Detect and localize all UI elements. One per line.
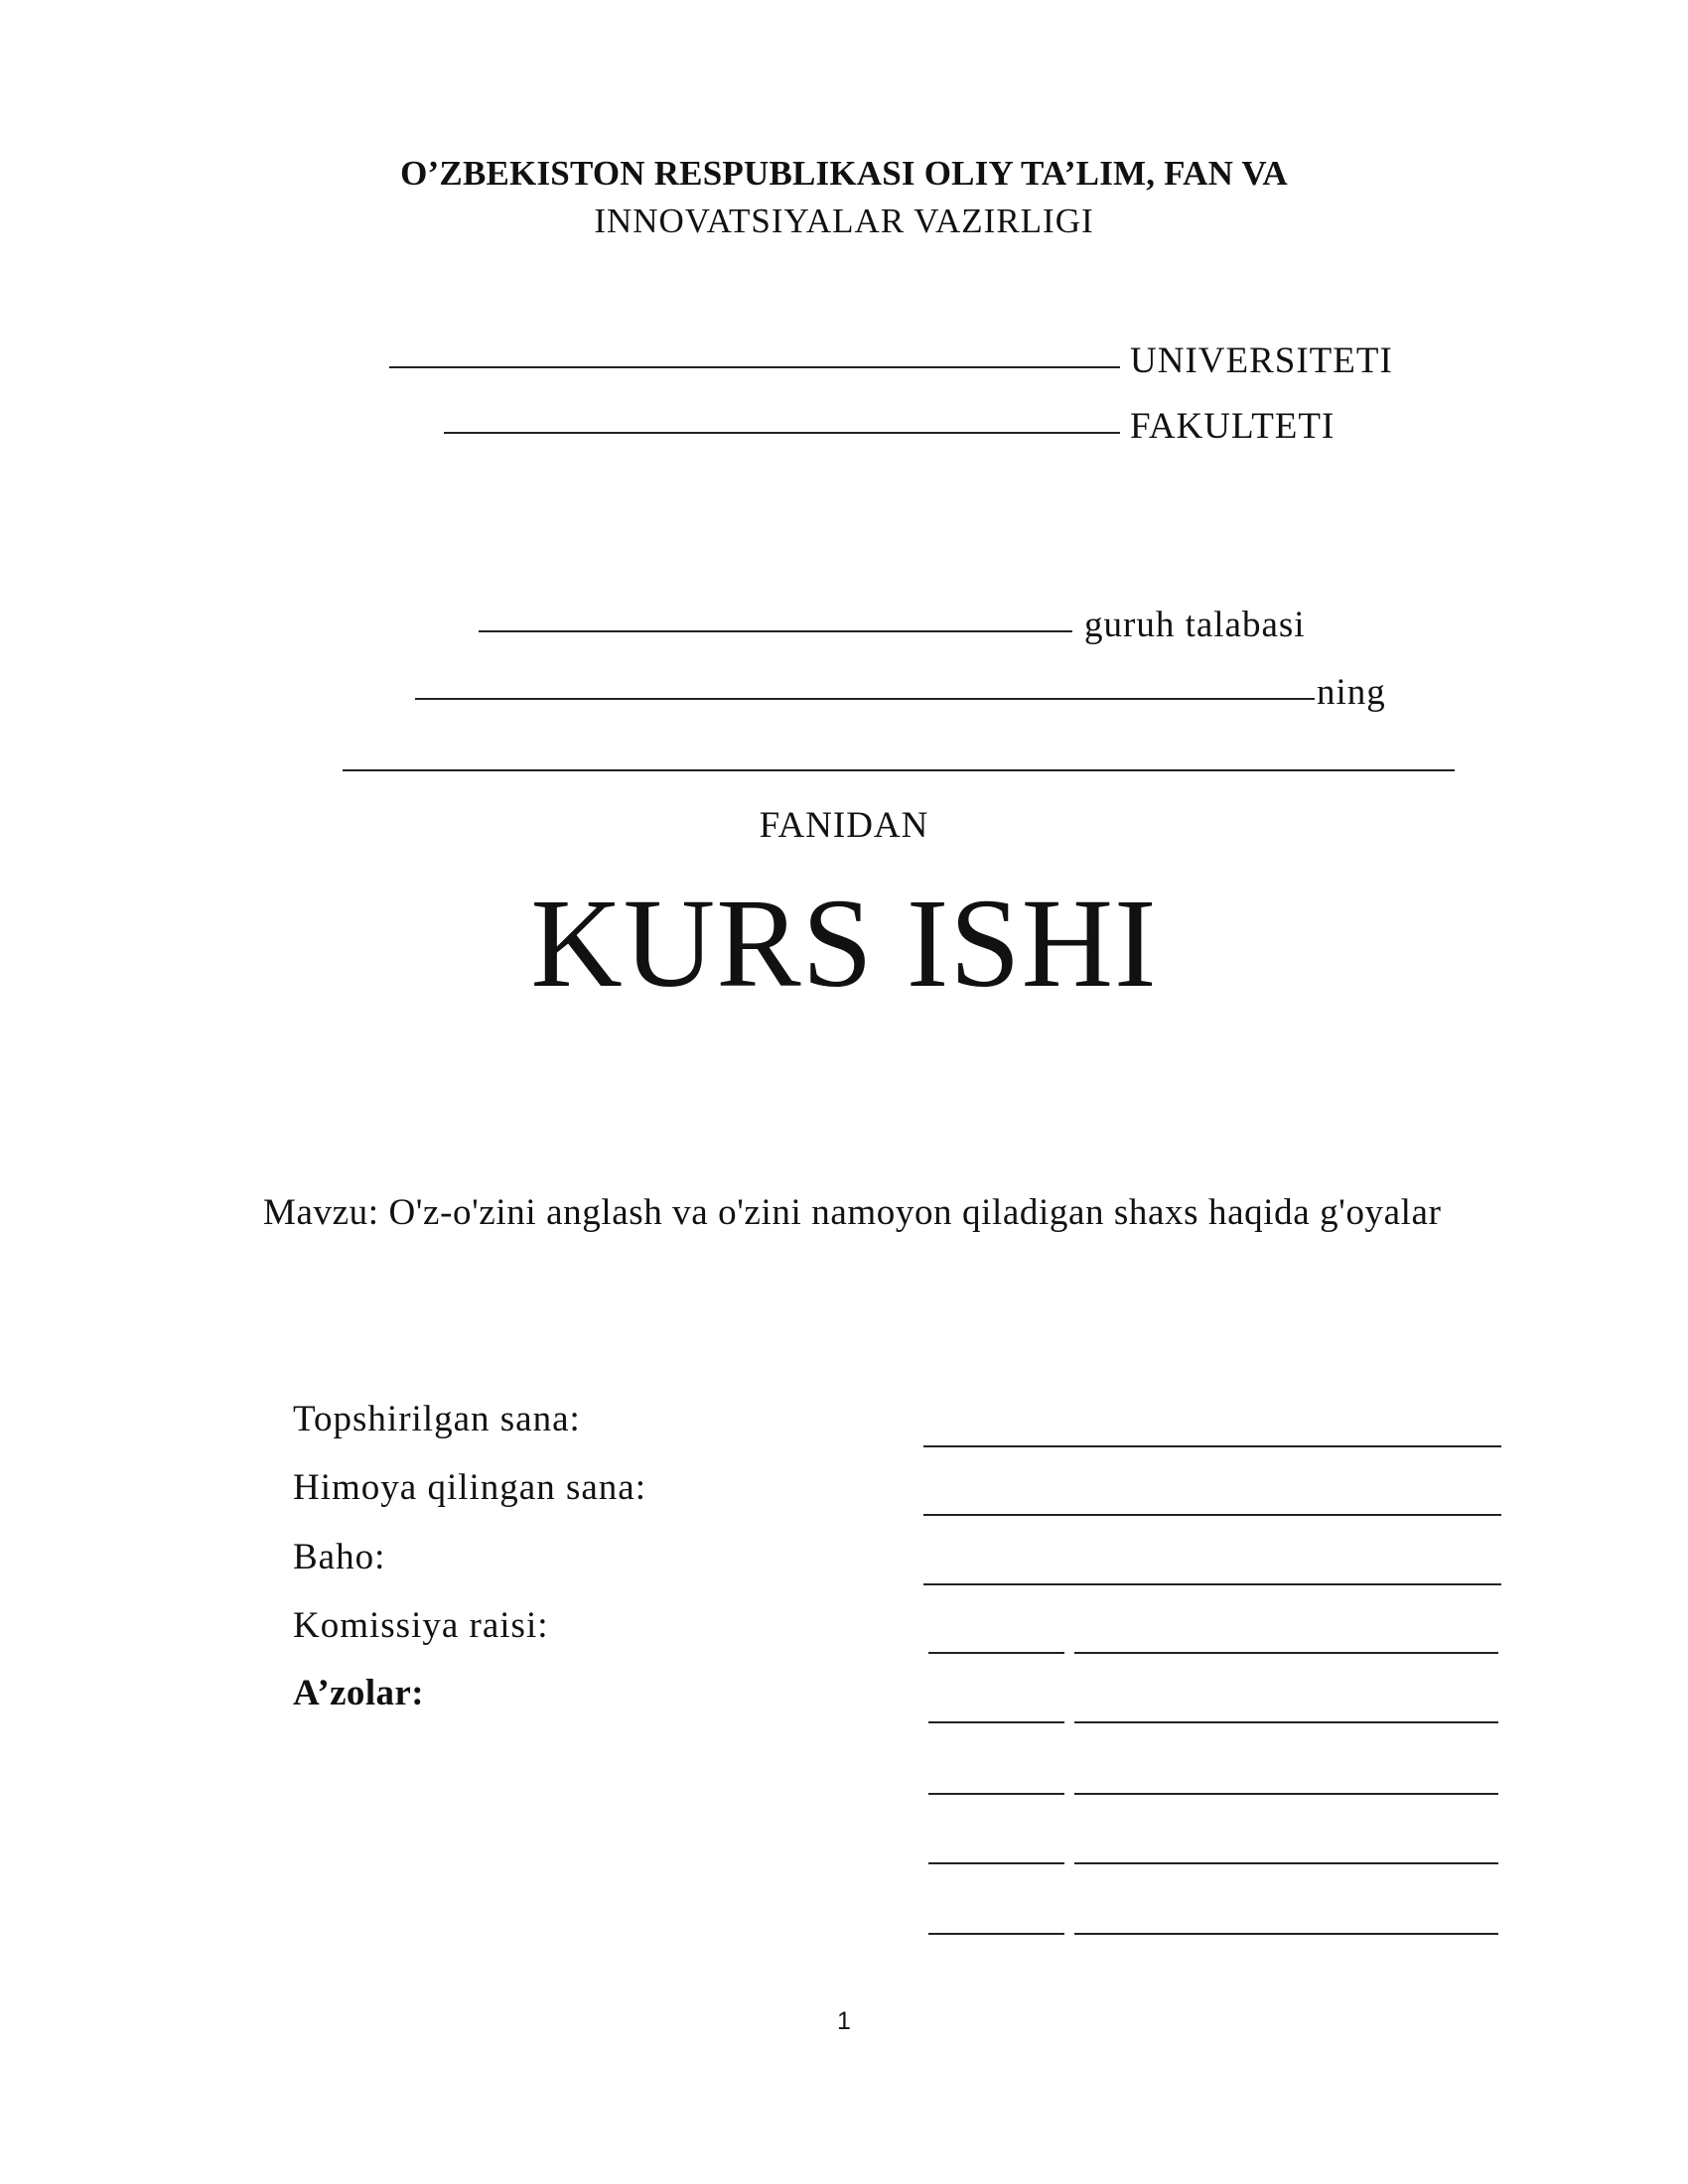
grade-label: Baho:	[293, 1537, 386, 1577]
group-label: guruh talabasi	[1084, 605, 1306, 645]
member-3-signature-blank	[928, 1862, 1064, 1864]
commission-chair-signature-blank	[928, 1652, 1064, 1654]
member-1-signature-blank	[928, 1721, 1064, 1723]
student-name-suffix: ning	[1317, 672, 1386, 713]
member-4-signature-blank	[928, 1933, 1064, 1935]
university-name-blank	[389, 366, 1120, 368]
commission-chair-name-blank	[1074, 1652, 1498, 1654]
student-name-row	[415, 671, 1386, 714]
member-2-name-blank	[1074, 1793, 1498, 1795]
commission-chair-label: Komissiya raisi:	[293, 1605, 549, 1646]
document-title: KURS ISHI	[530, 873, 1158, 1014]
faculty-name-blank	[444, 432, 1120, 434]
student-name-blank	[415, 698, 1315, 700]
group-blank	[479, 630, 1072, 632]
defended-date-blank	[923, 1514, 1501, 1516]
subject-label: FANIDAN	[759, 805, 929, 846]
faculty-row	[444, 405, 1335, 448]
members-label: A’zolar:	[293, 1673, 424, 1713]
member-4-name-blank	[1074, 1933, 1498, 1935]
ministry-title-line2: INNOVATSIYALAR VAZIRLIGI	[594, 202, 1094, 240]
page-number: 1	[837, 2007, 851, 2035]
defended-date-label: Himoya qilingan sana:	[293, 1467, 646, 1508]
submitted-date-blank	[923, 1445, 1501, 1447]
university-row	[389, 340, 1393, 382]
submitted-date-label: Topshirilgan sana:	[293, 1399, 581, 1439]
ministry-title-line1: O’ZBEKISTON RESPUBLIKASI OLIY TA’LIM, FAN VA	[400, 154, 1288, 193]
group-row	[479, 604, 1306, 646]
subject-blank	[343, 769, 1455, 771]
member-1-name-blank	[1074, 1721, 1498, 1723]
topic-text: Mavzu: O'z-o'zini anglash va o'zini namoyon qiladigan shaxs haqida g'oyalar	[263, 1192, 1442, 1233]
grade-blank	[923, 1583, 1501, 1585]
member-2-signature-blank	[928, 1793, 1064, 1795]
faculty-label: FAKULTETI	[1130, 406, 1336, 447]
member-3-name-blank	[1074, 1862, 1498, 1864]
university-label: UNIVERSITETI	[1130, 341, 1393, 381]
